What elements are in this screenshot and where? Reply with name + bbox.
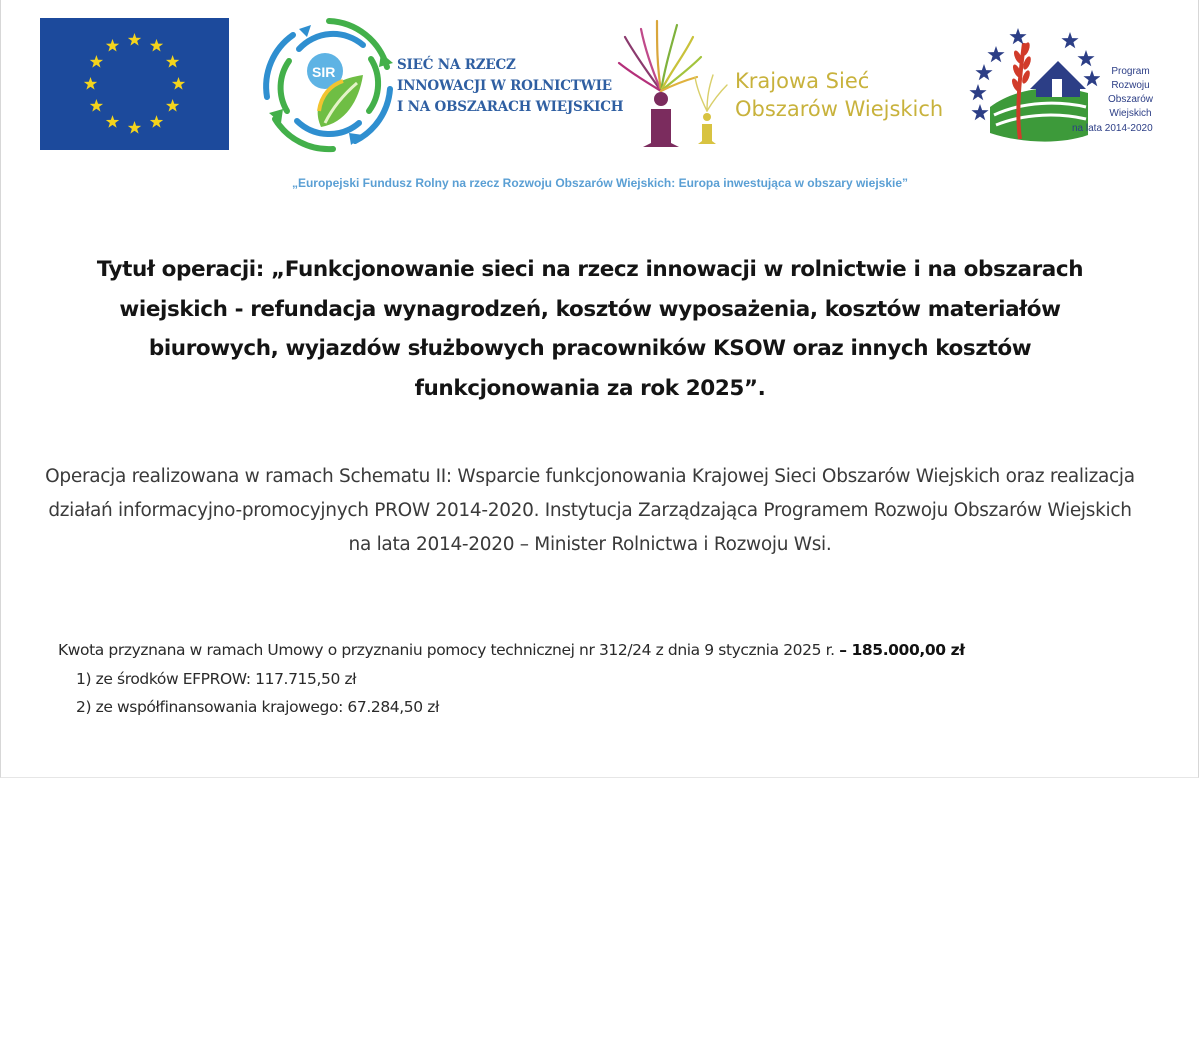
sir-badge-text: SIR — [312, 64, 336, 80]
prow-star-icon — [1083, 70, 1100, 86]
prow-years: na lata 2014-2020 — [1072, 123, 1153, 134]
sir-name — [397, 55, 624, 118]
sir-name-line: INNOWACJI W ROLNICTWIE — [397, 78, 612, 94]
amount-intro: Kwota przyznana w ramach Umowy o przyznaniu pomocy technicznej nr 312/24 z dnia 9 stycznia 2025 r. — [58, 641, 835, 659]
ksow-logo — [617, 15, 957, 155]
prow-name-line: Rozwoju — [1111, 80, 1150, 91]
prow-house-wheat-icon — [960, 15, 1100, 155]
amount-item: 1) ze środków EFPROW: 117.715,50 zł — [76, 669, 357, 688]
ksow-dandelion-icon — [617, 15, 735, 155]
sir-name-line: I NA OBSZARACH WIEJSKICH — [397, 99, 624, 115]
amount-section — [58, 636, 965, 722]
amount-item: 2) ze współfinansowania krajowego: 67.284,50 zł — [76, 698, 439, 716]
prow-name-line: Wiejskich — [1109, 108, 1152, 119]
logo-bar — [40, 15, 1170, 155]
sir-name-line: SIEĆ NA RZECZ — [397, 57, 516, 73]
prow-logo — [960, 15, 1170, 155]
operation-title: Tytuł operacji: „Funkcjonowanie sieci na rzecz innowacji w rolnictwie i na obszarach wiejskich - refundacja wynagrodzeń, kosztów wyposażenia, kosztów materiałów biurowych, wyjazdów służbowych pracowników KSOW oraz innych kosztów funkcjonowania za rok 2025”. — [96, 257, 1084, 401]
sir-leaf-icon — [259, 15, 399, 155]
prow-star-icon — [1077, 50, 1094, 66]
amount-total: – 185.000,00 zł — [839, 641, 965, 659]
ksow-name — [735, 67, 943, 123]
prow-star-icon — [969, 84, 986, 100]
prow-name-line: Obszarów — [1108, 94, 1154, 105]
eu-flag-icon — [40, 18, 229, 150]
prow-star-icon — [1061, 32, 1078, 48]
prow-star-icon — [975, 64, 992, 80]
prow-star-icon — [971, 104, 988, 120]
ksow-name-line: Obszarów Wiejskich — [735, 97, 944, 121]
sir-logo — [259, 15, 624, 155]
prow-name-line: Program — [1111, 66, 1150, 77]
fund-motto: „Europejski Fundusz Rolny na rzecz Rozwoju Obszarów Wiejskich: Europa inwestująca w obszary wiejskie” — [291, 176, 909, 190]
prow-name — [1108, 65, 1153, 121]
scheme-description: Operacja realizowana w ramach Schematu II: Wsparcie funkcjonowania Krajowej Sieci Obszarów Wiejskich oraz realizacja działań informacyjno-promocyjnych PROW 2014-2020. Instytucja Zarządzająca Programem Rozwoju Obszarów Wiejskich na lata 2014-2020 – Minister Rolnictwa i Rozwoju Wsi. — [45, 466, 1135, 555]
ksow-name-line: Krajowa Sieć — [735, 69, 870, 93]
prow-star-icon — [987, 46, 1004, 62]
prow-star-icon — [1009, 28, 1026, 44]
